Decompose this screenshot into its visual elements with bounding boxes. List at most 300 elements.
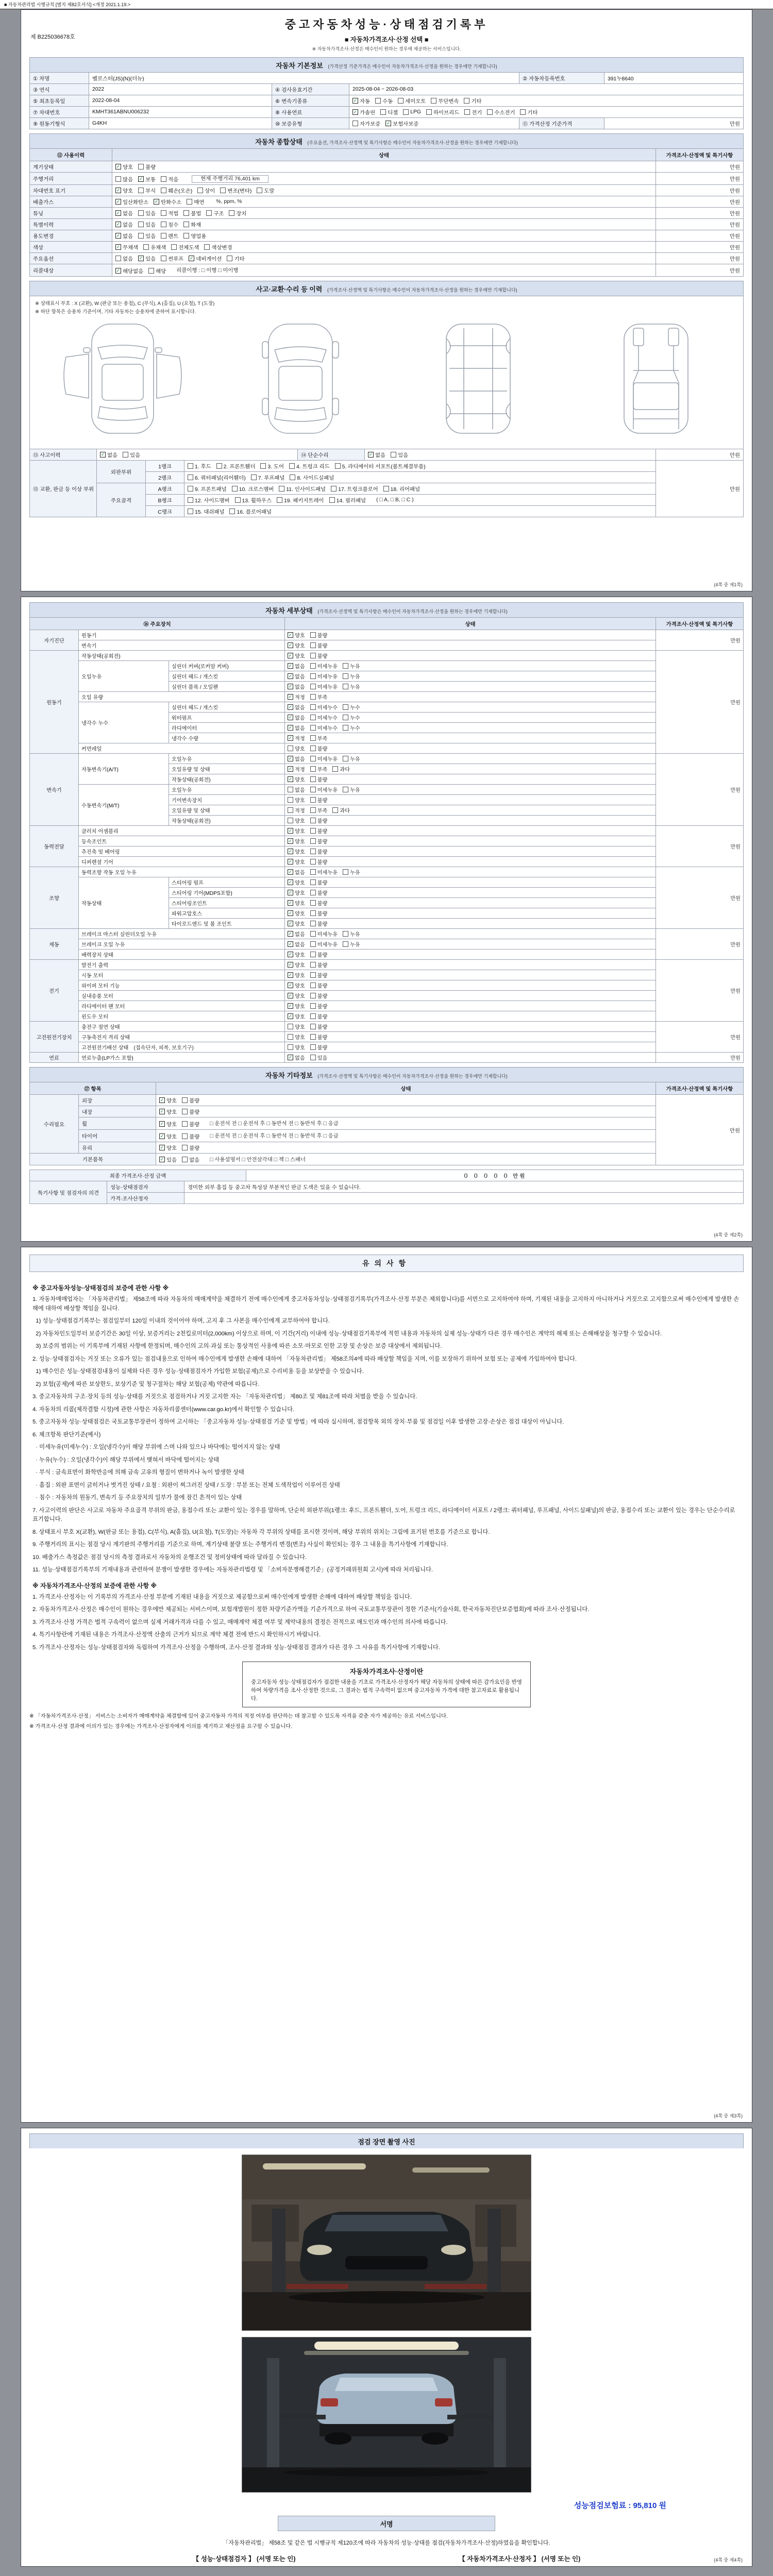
checkbox-불량[interactable] — [310, 837, 328, 845]
checkbox-없음[interactable]: ✓ 없음 — [288, 673, 305, 680]
checkbox-디젤[interactable] — [380, 108, 398, 116]
checkbox-없음[interactable]: ✓ 없음 — [116, 210, 133, 217]
checkbox-불량[interactable] — [310, 899, 328, 907]
cell-text: 클러치 어셈블리 — [81, 829, 119, 835]
checkbox-label: 불법 — [191, 211, 201, 217]
checkbox-양호[interactable]: ✓ 양호 — [288, 828, 305, 835]
checkbox-있음[interactable] — [310, 1054, 328, 1061]
checkbox-무단변속[interactable] — [431, 97, 459, 105]
notice-item: 4. 자동차의 리콜(제작결함 시정)에 관한 사항은 자동차리콜센터(www.car.go.kr)에서 확인할 수 있습니다. — [32, 1406, 295, 1413]
checkbox-label: 미세누유 — [317, 674, 338, 680]
checkbox-색상변경[interactable] — [204, 243, 232, 251]
checkbox-적정[interactable]: ✓ 적정 — [288, 766, 305, 773]
checkbox-상이[interactable] — [197, 187, 215, 194]
checkbox-영업용[interactable] — [183, 232, 206, 240]
cell — [656, 218, 744, 230]
checkbox-label: 양호 — [295, 1025, 305, 1030]
cell — [604, 118, 744, 129]
checkbox-양호[interactable]: ✓ 양호 — [288, 1013, 305, 1020]
checkbox-불량[interactable] — [310, 981, 328, 989]
checkbox-부식[interactable] — [138, 187, 156, 194]
checkbox-미세누유[interactable] — [310, 786, 338, 793]
checkbox-적음[interactable] — [161, 175, 178, 183]
checkbox-label: 양호 — [295, 984, 305, 989]
checkbox-매연[interactable] — [187, 198, 204, 206]
checkbox-label: 불량 — [317, 1025, 328, 1030]
checkbox-해당없음[interactable]: ✓ 해당없음 — [116, 267, 144, 275]
checkbox-적정[interactable] — [288, 806, 305, 814]
checkbox-group — [285, 805, 656, 816]
checkbox-불량[interactable] — [310, 1012, 328, 1020]
cell-text: 오일 유량 — [81, 695, 104, 701]
cell-text: A랭크 — [158, 486, 172, 493]
checkbox-누유[interactable] — [343, 930, 360, 938]
notice-item: 5. 가격조사·산정자는 성능·상태점검자와 독립하여 가격조사·산정을 수행하며, 조사·산정 결과와 성능·상태점검 결과가 다른 경우 그 사유를 특기사항에 기재합니다. — [32, 1644, 440, 1651]
checkbox-자동[interactable]: ✓ 자동 — [353, 98, 371, 105]
checkbox-불량[interactable] — [310, 1002, 328, 1010]
checkbox-양호[interactable]: ✓ 양호 — [288, 993, 305, 999]
checkbox-화재[interactable] — [183, 221, 201, 228]
checkbox-수소전기[interactable] — [487, 108, 515, 116]
cell-text: ０ ０ ０ ０ ０ 만원 — [463, 1174, 527, 1180]
checkbox-label: 없음 — [107, 452, 118, 459]
cell-text: ① 차명 — [33, 76, 50, 82]
checkbox-group — [285, 754, 656, 764]
cell-text: 연료 — [49, 1056, 59, 1061]
checkbox-없음[interactable] — [288, 786, 305, 793]
cell-text: ⑯ 주요장치 — [143, 622, 171, 628]
checkbox-없음[interactable]: ✓ 없음 — [288, 663, 305, 670]
checkbox-11. 인사이드패널[interactable] — [279, 485, 326, 493]
cell — [79, 1011, 285, 1022]
checkbox-양호[interactable]: ✓ 양호 — [288, 890, 305, 896]
checkbox-불량[interactable] — [310, 951, 328, 958]
checkbox-일산화탄소[interactable]: ✓ 일산화탄소 — [116, 198, 149, 206]
page-1 — [21, 9, 752, 591]
checkbox-양호[interactable] — [288, 1043, 305, 1051]
checkbox-group — [285, 846, 656, 857]
checkbox-group — [112, 252, 656, 264]
checkbox-label: 양호 — [166, 1122, 177, 1128]
checkbox-label: 양호 — [295, 860, 305, 866]
checkbox-적정[interactable]: ✓ 적정 — [288, 694, 305, 701]
checkbox-없음[interactable]: ✓ 없음 — [116, 221, 133, 228]
checkbox-장치[interactable] — [229, 209, 246, 217]
cell-text: 동력전달 — [44, 844, 64, 850]
checkbox-부족[interactable] — [310, 806, 328, 814]
checkbox-없음[interactable]: ✓ 없음 — [288, 931, 305, 938]
checkbox-많음[interactable] — [115, 175, 133, 183]
checkbox-탄화수소[interactable]: ✓ 탄화수소 — [154, 198, 182, 206]
checkbox-group — [285, 1042, 656, 1053]
checkbox-양호[interactable]: ✓ 양호 — [288, 849, 305, 855]
checkbox-group — [285, 960, 656, 970]
checkbox-9. 프론트패널[interactable] — [188, 485, 227, 493]
checkbox-있음[interactable] — [138, 209, 156, 217]
checkbox-누유[interactable] — [343, 755, 360, 762]
checkbox-label: 디젤 — [388, 110, 398, 116]
checkbox-label: 미세누수 — [317, 705, 338, 711]
cell — [169, 908, 285, 919]
checkbox-label: 누유 — [350, 942, 360, 948]
cell — [30, 252, 112, 264]
checkbox-양호[interactable]: ✓ 양호 — [288, 972, 305, 979]
notice-item: 2. 자동차가격조사·산정은 매수인이 원하는 경우에만 제공되는 서비스이며, 보험개발원이 정한 차량기준가액을 기준가격으로 하여 국토교통부장관이 정한 기준서(기술사회, 한국자동차진단보증협회)에 따라 조사·산정됩니다. — [32, 1606, 590, 1613]
checkbox-불량[interactable] — [310, 1043, 328, 1051]
checkbox-label: LPG — [410, 109, 421, 115]
checkbox-훼손(오손)[interactable] — [161, 187, 192, 194]
cell-text: 만원 — [730, 896, 741, 902]
checkbox-미세누유[interactable] — [310, 683, 338, 690]
checkbox-17. 트렁크플로어[interactable] — [331, 485, 378, 493]
checkbox-label: 없음 — [295, 932, 305, 938]
checkbox-네비게이션[interactable]: ✓ 네비게이션 — [190, 255, 222, 262]
checkbox-미세누수[interactable] — [310, 714, 338, 721]
checkbox-없음[interactable]: ✓ 없음 — [288, 704, 305, 711]
checkbox-불량[interactable] — [182, 1132, 199, 1140]
checkbox-양호[interactable] — [288, 817, 305, 824]
cell-text: 원동기 — [81, 633, 97, 639]
checkbox-양호[interactable]: ✓ 양호 — [288, 632, 305, 639]
checkbox-불량[interactable] — [310, 992, 328, 999]
checkbox-양호[interactable] — [288, 796, 305, 804]
checkbox-수동[interactable] — [375, 97, 393, 105]
cell-text: 특기사항 및 점검자의 의견 — [37, 1191, 99, 1197]
notice-item: · 미세누유(미세누수) : 오일(냉각수)이 해당 부위에 스며 나와 있으나 바닥에는 떨어지지 않는 상태 — [32, 1444, 280, 1450]
cell-text: 윈도우 모터 — [81, 1014, 109, 1020]
checkbox-없음[interactable]: ✓ 없음 — [116, 232, 133, 240]
checkbox-있음[interactable]: ✓ 있음 — [160, 1157, 177, 1164]
checkbox-4. 트렁크 리드[interactable] — [289, 462, 330, 470]
checkbox-2. 프론트휀더[interactable] — [216, 462, 256, 470]
checkbox-양호[interactable] — [288, 1023, 305, 1030]
checkbox-15. 대쉬패널[interactable] — [188, 507, 224, 515]
checkbox-불량[interactable] — [182, 1108, 199, 1115]
checkbox-label: 미세누유 — [317, 685, 338, 690]
notice-item: 8. 상태표시 부호 X(교환), W(판금 또는 용접), C(부식), A(흠집), U(요철), T(도장)는 자동차 각 부위의 상태를 표시한 것이며, 해당 부위의 위치는 그림에 표기된 번호를 기준으로 합니다. — [32, 1529, 490, 1535]
checkbox-양호[interactable]: ✓ 양호 — [288, 859, 305, 866]
checkbox-양호[interactable]: ✓ 양호 — [288, 1003, 305, 1010]
checkbox-유채색[interactable] — [143, 243, 166, 251]
checkbox-없음[interactable]: ✓ 없음 — [288, 756, 305, 762]
column-header — [656, 149, 744, 161]
cell-text: 스티어링 펌프 — [172, 880, 204, 886]
checkbox-적정[interactable]: ✓ 적정 — [288, 735, 305, 742]
cell — [30, 107, 89, 118]
cell — [656, 449, 744, 460]
checkbox-group — [285, 713, 656, 723]
checkbox-없음[interactable] — [115, 255, 133, 262]
checkbox-14. 필러패널[interactable] — [329, 496, 366, 504]
checkbox-불량[interactable] — [310, 971, 328, 979]
checkbox-불량[interactable] — [310, 858, 328, 866]
checkbox-불량[interactable] — [310, 1033, 328, 1041]
inspector-opinion-table — [29, 1181, 744, 1204]
checkbox-양호[interactable]: ✓ 양호 — [288, 653, 305, 659]
checkbox-누수[interactable] — [343, 714, 360, 721]
checkbox-없음[interactable]: ✓ 없음 — [288, 941, 305, 948]
checkbox-불량[interactable] — [310, 652, 328, 659]
cell — [30, 1053, 79, 1063]
checkbox-label: 불량 — [145, 165, 156, 171]
document-number: 제 B225036678호 — [30, 34, 75, 40]
checkbox-없음[interactable]: ✓ 없음 — [288, 715, 305, 721]
notice-item: 3. 중고자동차의 구조·장치 등의 성능·상태를 거짓으로 점검하거나 거짓 고지한 자는 「자동차관리법」 제80조 및 제81조에 따라 처벌을 받을 수 있습니다. — [32, 1394, 417, 1400]
checkbox-label: 양호 — [295, 994, 305, 999]
cell — [30, 161, 112, 173]
cell-text: 만원 — [730, 700, 741, 706]
checkbox-10. 크로스멤버[interactable] — [232, 485, 274, 493]
checkbox-양호[interactable]: ✓ 양호 — [160, 1144, 177, 1151]
checkbox-보통[interactable]: ✓ 보통 — [139, 176, 156, 183]
checkbox-group — [156, 1106, 656, 1117]
checkbox-미세누유[interactable] — [310, 672, 338, 680]
checkbox-group — [285, 980, 656, 991]
checkbox-무채색[interactable]: ✓ 무채색 — [116, 244, 139, 251]
checkbox-있음[interactable]: ✓ 있음 — [139, 255, 156, 262]
checkbox-있음[interactable] — [391, 451, 408, 459]
checkbox-가솔린[interactable]: ✓ 가솔린 — [353, 109, 376, 116]
checkbox-없음[interactable] — [182, 1156, 199, 1163]
checkbox-5. 라디에이터 서포트(볼트체결부품)[interactable] — [335, 462, 426, 470]
checkbox-label: 부족 — [317, 695, 328, 701]
checkbox-16. 플로어패널[interactable] — [229, 507, 272, 515]
cell-text: 가격·조사산정자 — [110, 1196, 148, 1202]
checkbox-양호[interactable]: ✓ 양호 — [160, 1097, 177, 1104]
checkbox-1. 후드[interactable] — [188, 462, 211, 470]
checkbox-label: 미세누유 — [317, 932, 338, 938]
checkbox-불량[interactable] — [310, 961, 328, 969]
cell-text: 만원 — [729, 222, 740, 228]
price-definition-title: 자동차가격조사·산정이란 — [349, 1668, 424, 1675]
checkbox-group — [349, 95, 744, 107]
checkbox-보험사보증[interactable]: ✓ 보험사보증 — [386, 121, 419, 127]
checkbox-전기[interactable] — [464, 108, 482, 116]
checkbox-group — [184, 494, 656, 505]
checkbox-label: 전체도색 — [178, 245, 199, 251]
checkbox-13. 휠하우스[interactable] — [235, 496, 272, 504]
checkbox-변조(변타)[interactable] — [220, 187, 251, 194]
checkbox-양호[interactable]: ✓ 양호 — [116, 164, 133, 171]
checkbox-group — [184, 471, 656, 483]
checkbox-있음[interactable] — [138, 221, 156, 228]
checkbox-기타[interactable] — [464, 97, 481, 105]
checkbox-적법[interactable] — [161, 209, 178, 217]
checkbox-label: 침수 — [168, 222, 179, 228]
checkbox-불량[interactable] — [182, 1144, 199, 1151]
checkbox-LPG[interactable] — [403, 109, 421, 115]
cell — [272, 95, 349, 107]
form-reference: ■ 자동차관리법 시행규칙 [별지 제82호서식] <개정 2021.1.19.> — [0, 0, 773, 9]
checkbox-누유[interactable] — [343, 786, 360, 793]
cell-text: 오일유량 및 상태 — [172, 808, 210, 814]
cell-text: 자기진단 — [44, 638, 64, 644]
cell-text: 타이어 — [82, 1133, 98, 1140]
cell-text: 만원 — [729, 1128, 740, 1134]
cell — [656, 196, 744, 207]
checkbox-불량[interactable] — [310, 1023, 328, 1030]
checkbox-미세누유[interactable] — [310, 755, 338, 762]
checkbox-7. 루프패널[interactable] — [251, 473, 285, 481]
checkbox-미세누유[interactable] — [310, 662, 338, 670]
checkbox-양호[interactable] — [288, 744, 305, 752]
checkbox-썬루프[interactable] — [161, 255, 183, 262]
checkbox-불량[interactable] — [310, 796, 328, 804]
checkbox-누수[interactable] — [343, 703, 360, 711]
cell — [169, 723, 285, 733]
checkbox-렌트[interactable] — [161, 232, 178, 240]
checkbox-group — [285, 702, 656, 713]
checkbox-19. 패키지트레이[interactable] — [277, 496, 324, 504]
checkbox-기타[interactable] — [227, 255, 244, 262]
checkbox-양호[interactable]: ✓ 양호 — [288, 879, 305, 886]
checkbox-없음[interactable]: ✓ 없음 — [288, 684, 305, 690]
checkbox-불량[interactable] — [310, 920, 328, 927]
checkbox-없음[interactable]: ✓ 없음 — [288, 1055, 305, 1061]
checkbox-없음[interactable]: ✓ 없음 — [288, 725, 305, 732]
checkbox-불량[interactable] — [310, 817, 328, 824]
section-note: (가격조사·산정액 및 특기사항은 매수인이 자동차가격조사·산정을 원하는 경우에만 기재합니다) — [317, 1074, 508, 1079]
cell-text: C랭크 — [158, 509, 172, 515]
checkbox-부족[interactable] — [310, 734, 328, 742]
inspection-insurance-fee: 성능점검보험료 : 95,810 원 — [574, 2501, 666, 2510]
extra-text: ( □ A, □ B, □ C ) — [376, 497, 414, 503]
cell — [79, 1042, 285, 1053]
cell-text: 실린더 헤드 / 개스킷 — [172, 674, 219, 680]
notice-title: 유의사항 — [29, 1255, 744, 1272]
checkbox-group — [156, 1153, 656, 1165]
checkbox-하이브리드[interactable] — [426, 108, 459, 116]
checkbox-label: 3. 도어 — [267, 464, 284, 470]
checkbox-누유[interactable] — [343, 662, 360, 670]
checkbox-양호[interactable]: ✓ 양호 — [288, 982, 305, 989]
cell — [30, 84, 89, 95]
cell — [146, 505, 184, 517]
checkbox-12. 사이드멤버[interactable] — [188, 496, 230, 504]
checkbox-없음[interactable]: ✓ 없음 — [100, 451, 118, 459]
notice-item: 1. 자동차매매업자는 「자동차관리법」 제58조에 따라 자동차의 매매계약을 체결하기 전에 매수인에게 중고자동차성능·상태점검기록부(가격조사·산정 부분은 제외합니다)를 서면으로 고지하여야 하며, 기재된 내용을 고지하지 아니하거나 거짓으로 고지함으로써 매수인에게 발생한 손해에 대하여 배상할 책임을 집니다. — [32, 1296, 740, 1312]
checkbox-label: 부족 — [317, 808, 328, 814]
checkbox-누수[interactable] — [343, 724, 360, 732]
checkbox-label: 양호 — [295, 777, 305, 783]
checkbox-없음[interactable]: ✓ 없음 — [288, 869, 305, 876]
checkbox-불량[interactable] — [182, 1120, 199, 1128]
checkbox-누유[interactable] — [343, 940, 360, 948]
checkbox-group — [285, 795, 656, 805]
checkbox-group — [285, 723, 656, 733]
detail-state-table — [29, 617, 744, 1063]
checkbox-해당[interactable] — [148, 267, 166, 275]
checkbox-불량[interactable] — [310, 848, 328, 855]
title-subtitle: ■ 자동차가격조사·산정 선택 ■ — [344, 36, 429, 43]
checkbox-미세누수[interactable] — [310, 724, 338, 732]
cell — [97, 460, 146, 483]
checkbox-8. 사이드실패널[interactable] — [290, 473, 334, 481]
checkbox-양호[interactable]: ✓ 양호 — [160, 1121, 177, 1128]
checkbox-기타[interactable] — [520, 108, 537, 116]
checkbox-양호[interactable]: ✓ 양호 — [288, 776, 305, 783]
checkbox-과다[interactable] — [332, 806, 350, 814]
checkbox-미세누유[interactable] — [310, 940, 338, 948]
checkbox-구조[interactable] — [206, 209, 224, 217]
checkbox-group — [156, 1129, 656, 1142]
checkbox-불량[interactable] — [310, 641, 328, 649]
cell-text: 외판부위 — [110, 469, 132, 476]
checkbox-불량[interactable] — [310, 878, 328, 886]
cell — [79, 929, 285, 939]
checkbox-label: 색상변경 — [211, 245, 232, 251]
checkbox-양호[interactable]: ✓ 양호 — [288, 642, 305, 649]
cell-text: 커먼레일 — [81, 747, 102, 752]
checkbox-label: 있음 — [130, 452, 141, 459]
checkbox-6. 쿼터패널(리어휀더)[interactable] — [188, 473, 246, 481]
checkbox-불량[interactable] — [310, 889, 328, 896]
checkbox-세미오토[interactable] — [398, 97, 426, 105]
cell — [79, 826, 285, 836]
checkbox-누유[interactable] — [343, 672, 360, 680]
checkbox-양호[interactable]: ✓ 양호 — [288, 900, 305, 907]
panel-rank-table — [29, 460, 744, 517]
checkbox-누유[interactable] — [343, 683, 360, 690]
checkbox-미세누유[interactable] — [310, 868, 338, 876]
notice-item: 11. 성능·상태점검기록부의 기재내용과 관련하여 분쟁이 발생한 경우에는 자동차관리법령 및 「소비자분쟁해결기준」(공정거래위원회 고시)에 따라 처리됩니다. — [32, 1567, 433, 1573]
checkbox-미세누유[interactable] — [310, 930, 338, 938]
checkbox-양호[interactable]: ✓ 양호 — [288, 962, 305, 969]
cell-text: 용도변경 — [33, 233, 54, 240]
extra-text: 리콜이행 : □ 이행 □ 미이행 — [176, 267, 239, 274]
checkbox-불량[interactable] — [310, 775, 328, 783]
checkbox-양호[interactable]: ✓ 양호 — [288, 838, 305, 845]
checkbox-없음[interactable]: ✓ 없음 — [368, 451, 386, 459]
checkbox-3. 도어[interactable] — [260, 462, 284, 470]
checkbox-불량[interactable] — [138, 163, 156, 171]
checkbox-도말[interactable] — [257, 187, 274, 194]
checkbox-불량[interactable] — [182, 1096, 199, 1104]
cell-text: 만원 — [729, 233, 740, 240]
checkbox-양호[interactable]: ✓ 양호 — [160, 1109, 177, 1115]
checkbox-침수[interactable] — [161, 221, 178, 228]
cell — [30, 630, 79, 651]
checkbox-label: 상이 — [205, 188, 215, 194]
checkbox-양호[interactable]: ✓ 양호 — [116, 187, 133, 194]
checkbox-양호[interactable]: ✓ 양호 — [288, 910, 305, 917]
checkbox-불량[interactable] — [310, 909, 328, 917]
checkbox-미세누수[interactable] — [310, 703, 338, 711]
checkbox-부족[interactable] — [310, 693, 328, 701]
checkbox-전체도색[interactable] — [171, 243, 199, 251]
checkbox-불량[interactable] — [310, 744, 328, 752]
section-title: 자동차 기본정보 — [276, 62, 323, 70]
cell — [656, 230, 744, 241]
checkbox-양호[interactable] — [288, 1033, 305, 1041]
checkbox-있음[interactable] — [138, 232, 156, 240]
checkbox-양호[interactable]: ✓ 양호 — [288, 952, 305, 958]
cell-text: ④ 검사유효기간 — [275, 88, 313, 93]
checkbox-label: 부식 — [145, 188, 156, 194]
checkbox-불량[interactable] — [310, 631, 328, 639]
checkbox-부족[interactable] — [310, 765, 328, 773]
checkbox-불량[interactable] — [310, 827, 328, 835]
checkbox-불법[interactable] — [183, 209, 201, 217]
checkbox-과다[interactable] — [332, 765, 350, 773]
checkbox-18. 리어패널[interactable] — [383, 485, 420, 493]
cell — [30, 449, 97, 460]
checkbox-누유[interactable] — [343, 868, 360, 876]
checkbox-자가보증[interactable] — [352, 120, 380, 127]
checkbox-있음[interactable] — [123, 451, 140, 459]
checkbox-양호[interactable]: ✓ 양호 — [288, 921, 305, 927]
checkbox-양호[interactable]: ✓ 양호 — [160, 1133, 177, 1140]
